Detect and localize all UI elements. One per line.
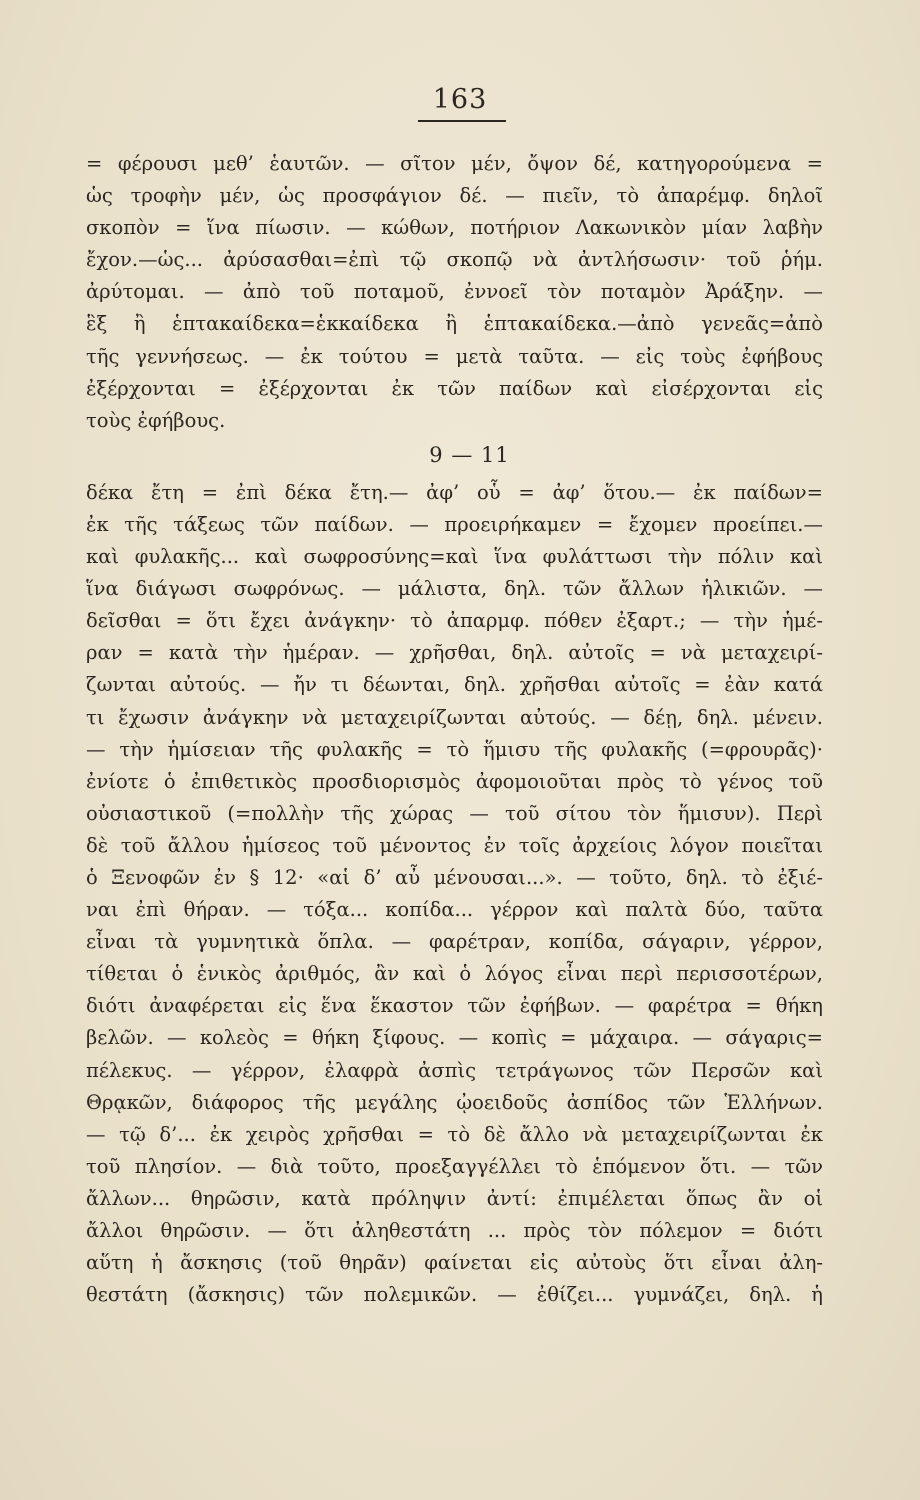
text-line: αὕτη ἡ ἄσκησις (τοῦ θηρᾶν) φαίνεται εἰς αὐτοὺς ὅτι εἶναι ἀλη- xyxy=(86,1251,823,1275)
text-line: ἓξ ἢ ἑπτακαίδεκα=ἑκκαίδεκα ἢ ἑπτακαίδεκα.—ἀπὸ γενεᾶς=ἀπὸ xyxy=(86,312,823,336)
text-line: ἄλλοι θηρῶσιν. — ὅτι ἀληθεστάτη ... πρὸς τὸν πόλεμον = διότι xyxy=(86,1219,823,1242)
text-line: ἀρύτομαι. — ἀπὸ τοῦ ποταμοῦ, ἐννοεῖ τὸν ποταμὸν Ἀράξην. — xyxy=(86,280,823,304)
text-line: ἔχον.—ὡς... ἀρύσασθαι=ἐπὶ τῷ σκοπῷ νὰ ἀντλήσωσιν· τοῦ ῥήμ. xyxy=(86,248,823,272)
text-line: εἶναι τὰ γυμνητικὰ ὅπλα. — φαρέτραν, κοπίδα, σάγαριν, γέρρον, xyxy=(86,930,823,954)
text-line: τοὺς ἐφήβους. xyxy=(86,408,226,432)
text-line: ἵνα διάγωσι σωφρόνως. — μάλιστα, δηλ. τῶν ἄλλων ἡλικιῶν. — xyxy=(86,577,823,601)
text-line: ραν = κατὰ τὴν ἡμέραν. — χρῆσθαι, δηλ. αὐτοῖς = νὰ μεταχειρί- xyxy=(86,641,823,665)
text-line: ζωνται αὐτούς. — ἤν τι δέωνται, δηλ. χρῆσθαι αὐτοῖς = ἐὰν κατά xyxy=(86,673,823,697)
text-line: — τὴν ἡμίσειαν τῆς φυλακῆς = τὸ ἥμισυ τῆς φυλακῆς (=φρουρᾶς)· xyxy=(86,737,823,761)
text-line: διότι ἀναφέρεται εἰς ἕνα ἕκαστον τῶν ἐφήβων. — φαρέτρα = θήκη xyxy=(86,994,823,1018)
text-line: τίθεται ὁ ἑνικὸς ἀριθμός, ἂν καὶ ὁ λόγος εἶναι περὶ περισσοτέρων, xyxy=(86,962,823,986)
text-line: βελῶν. — κολεὸς = θήκη ξίφους. — κοπὶς = μάχαιρα. — σάγαρις= xyxy=(86,1026,823,1050)
text-line: ὡς τροφὴν μέν, ὡς προσφάγιον δέ. — πιεῖν, τὸ ἀπαρέμφ. δηλοῖ xyxy=(86,184,823,208)
text-line: ἐνίοτε ὁ ἐπιθετικὸς προσδιορισμὸς ἀφομοιοῦται πρὸς τὸ γένος τοῦ xyxy=(86,769,823,793)
text-line: θεστάτη (ἄσκησις) τῶν πολεμικῶν. — ἐθίζει... γυμνάζει, δηλ. ἡ xyxy=(86,1283,823,1307)
text-line: ἐξέρχονται = ἐξέρχονται ἐκ τῶν παίδων καὶ εἰσέρχονται εἰς xyxy=(86,376,823,400)
text-line: σκοπὸν = ἵνα πίωσιν. — κώθων, ποτήριον Λακωνικὸν μίαν λαβὴν xyxy=(86,216,823,240)
text-line: καὶ φυλακῆς... καὶ σωφροσύνης=καὶ ἵνα φυλάττωσι τὴν πόλιν καὶ xyxy=(86,545,823,569)
text-line: τι ἔχωσιν ἀνάγκην νὰ μεταχειρίζωνται αὐτούς. — δέῃ, δηλ. μένειν. xyxy=(86,705,823,729)
commentary-text xyxy=(86,148,823,1311)
text-line: ἐκ τῆς τάξεως τῶν παίδων. — προειρήκαμεν = ἔχομεν προείπει.— xyxy=(86,512,823,536)
text-line: ὁ Ξενοφῶν ἐν § 12· «αἱ δ’ αὖ μένουσαι...». — τοῦτο, δηλ. τὸ ἐξιέ- xyxy=(86,865,823,889)
text-line: πέλεκυς. — γέρρον, ἐλαφρὰ ἀσπὶς τετράγωνος τῶν Περσῶν καὶ xyxy=(86,1058,823,1082)
section-heading: 9 — 11 xyxy=(429,442,510,467)
text-line: δεῖσθαι = ὅτι ἔχει ἀνάγκην· τὸ ἀπαρμφ. πόθεν ἐξαρτ.; — τὴν ἡμέ- xyxy=(86,609,823,633)
text-line: τῆς γεννήσεως. — ἐκ τούτου = μετὰ ταῦτα. — εἰς τοὺς ἐφήβους xyxy=(86,344,823,368)
text-line: οὐσιαστικοῦ (=πολλὴν τῆς χώρας — τοῦ σίτου τὸν ἥμισυν). Περὶ xyxy=(86,801,823,825)
paragraph-2 xyxy=(86,477,823,1311)
text-line: δὲ τοῦ ἄλλου ἡμίσεος τοῦ μένοντος ἐν τοῖς ἀρχείοις λόγον ποιεῖται xyxy=(86,833,823,857)
text-line: ἄλλων... θηρῶσιν, κατὰ πρόληψιν ἀντί: ἐπιμέλεται ὅπως ἂν οἱ xyxy=(86,1186,823,1210)
paragraph-1 xyxy=(86,148,823,437)
text-line: ναι ἐπὶ θήραν. — τόξα... κοπίδα... γέρρον καὶ παλτὰ δύο, ταῦτα xyxy=(86,898,823,922)
page-number: 163 xyxy=(432,84,488,115)
text-line: δέκα ἔτη = ἐπὶ δέκα ἔτη.— ἀφ’ οὗ = ἀφ’ ὅτου.— ἐκ παίδων= xyxy=(86,480,823,504)
text-line: — τῷ δ’... ἐκ χειρὸς χρῆσθαι = τὸ δὲ ἄλλο νὰ μεταχειρίζωνται ἐκ xyxy=(86,1122,823,1146)
text-line: τοῦ πλησίον. — διὰ τοῦτο, προεξαγγέλλει τὸ ἑπόμενον ὅτι. — τῶν xyxy=(86,1154,823,1178)
text-line: = φέρουσι μεθ’ ἑαυτῶν. — σῖτον μέν, ὄψον δέ, κατηγορούμενα = xyxy=(86,152,823,175)
text-line: Θρᾳκῶν, διάφορος τῆς μεγάλης ᾠοειδοῦς ἀσπίδος τῶν Ἑλλήνων. xyxy=(86,1090,823,1114)
page-number-rule xyxy=(418,120,506,122)
